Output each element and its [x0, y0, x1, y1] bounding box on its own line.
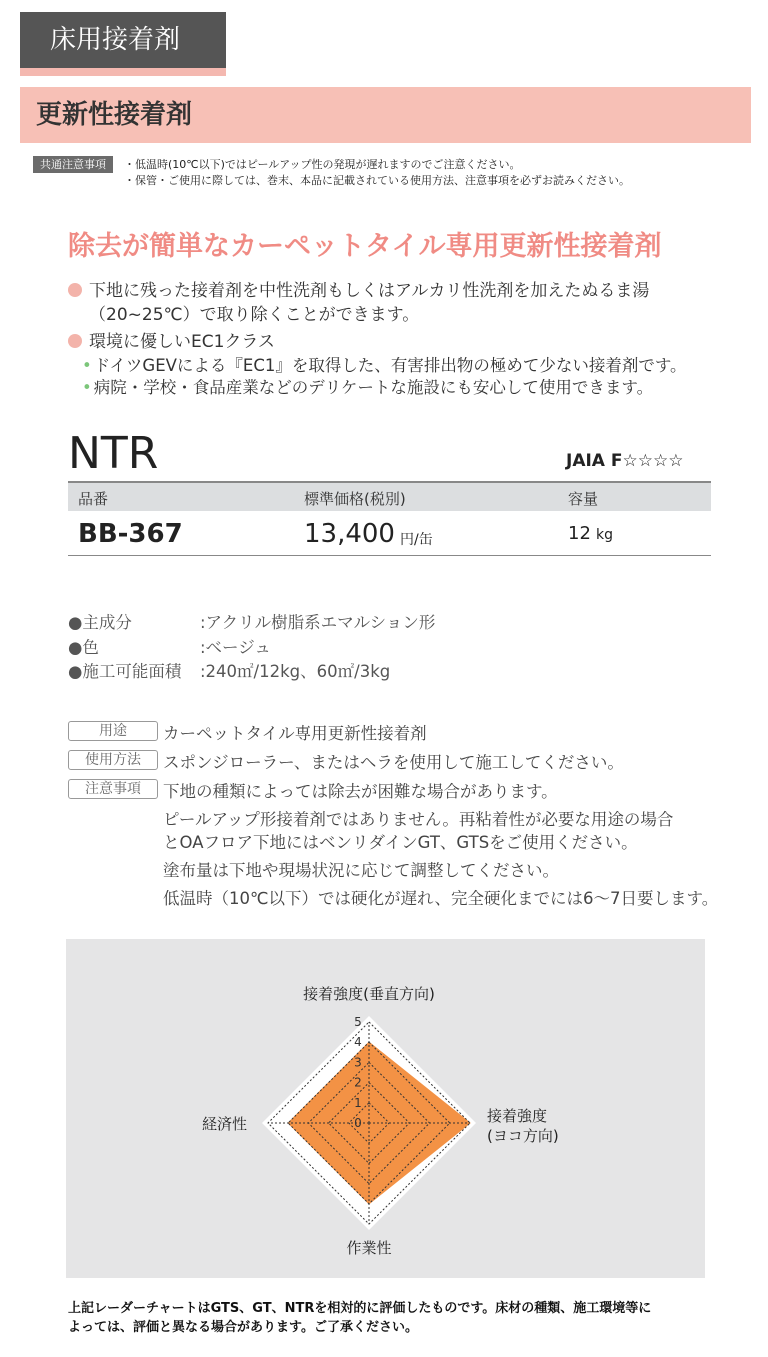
capacity-value: 12	[568, 523, 591, 544]
radar-chart-panel	[66, 939, 705, 1278]
spec-label: ●施工可能面積	[68, 662, 182, 681]
notice-line: ・保管・ご使用に際しては、巻末、本品に記載されている使用方法、注意事項を必ずお読みください。	[124, 174, 630, 187]
caution-line: ピールアップ形接着剤ではありません。再粘着性が必要な用途の場合	[163, 810, 674, 829]
bullet-dot-icon	[68, 334, 82, 348]
header-code: 品番	[78, 490, 109, 508]
header-capacity: 容量	[568, 490, 599, 508]
radar-chart	[66, 939, 705, 1278]
caution-line: 下地の種類によっては除去が困難な場合があります。	[163, 782, 558, 801]
radar-axis-label: 接着強度	[487, 1107, 548, 1125]
price-value: 13,400	[304, 519, 395, 549]
method-text: スポンジローラー、またはヘラを使用して施工してください。	[163, 753, 624, 772]
radar-axis-label: (ヨコ方向)	[487, 1127, 559, 1145]
radar-axis-label: 接着強度(垂直方向)	[303, 985, 435, 1003]
product-name: NTR	[68, 428, 159, 479]
bullet-dot-icon	[68, 283, 82, 297]
headline: 除去が簡単なカーペットタイル専用更新性接着剤	[68, 231, 662, 262]
jaia-rating: JAIA F☆☆☆☆	[566, 451, 684, 471]
caution-tag: 注意事項	[68, 779, 158, 799]
method-tag: 使用方法	[68, 750, 158, 770]
feature-sub-text: 病院・学校・食品産業などのデリケートな施設にも安心して使用できます。	[93, 378, 654, 397]
radar-tick-label: 5	[354, 1015, 362, 1029]
footer-note: 上記レーダーチャートはGTS、GT、NTRを相対的に評価したものです。床材の種類、施工環境等に	[68, 1301, 652, 1316]
spec-value: :ベージュ	[200, 638, 271, 657]
section-title: 更新性接着剤	[20, 87, 751, 143]
spec-label: ●主成分	[68, 613, 132, 632]
usage-tag: 用途	[68, 721, 158, 741]
header-price: 標準価格(税別)	[304, 490, 406, 508]
green-bullet-icon: •	[82, 356, 92, 375]
feature-sub-item	[82, 352, 687, 376]
footer-note: よっては、評価と異なる場合があります。ご了承ください。	[68, 1320, 418, 1335]
radar-axis-label: 作業性	[346, 1239, 392, 1257]
caution-line: 塗布量は下地や現場状況に応じて調整してください。	[163, 861, 559, 880]
radar-tick-label: 4	[354, 1035, 362, 1050]
usage-text: カーペットタイル専用更新性接着剤	[163, 724, 427, 743]
feature-item	[68, 276, 649, 301]
spec-value: :アクリル樹脂系エマルション形	[200, 613, 436, 632]
notice-line: ・低温時(10℃以下)ではピールアップ性の発現が遅れますのでご注意ください。	[124, 158, 521, 171]
feature-text: 下地に残った接着剤を中性洗剤もしくはアルカリ性洗剤を加えたぬるま湯	[89, 281, 650, 301]
feature-text-continued: （20~25℃）で取り除くことができます。	[89, 305, 420, 325]
spec-row	[68, 634, 271, 658]
product-code: BB-367	[78, 519, 183, 549]
price-unit: 円/缶	[400, 532, 433, 548]
spec-row	[68, 658, 390, 682]
feature-item	[68, 327, 275, 352]
product-table-header	[68, 481, 711, 511]
green-bullet-icon: •	[82, 378, 92, 397]
radar-tick-label: 0	[354, 1116, 362, 1130]
capacity-unit: kg	[596, 527, 613, 543]
caution-line: とOAフロア下地にはベンリダインGT、GTSをご使用ください。	[163, 833, 638, 852]
category-tab-underline	[20, 68, 226, 76]
spec-label: ●色	[68, 638, 99, 657]
spec-value: :240㎡/12kg、60㎡/3kg	[200, 662, 391, 681]
radar-tick-label: 1	[354, 1095, 362, 1110]
category-tab: 床用接着剤	[20, 12, 226, 68]
product-table-row	[68, 511, 711, 556]
caution-line: 低温時（10℃以下）では硬化が遅れ、完全硬化までには6〜7日要します。	[163, 889, 719, 908]
radar-tick-label: 2	[354, 1075, 362, 1090]
spec-row	[68, 609, 435, 633]
radar-tick-label: 3	[354, 1055, 362, 1070]
feature-text: 環境に優しいEC1クラス	[89, 332, 275, 352]
feature-sub-text: ドイツGEVによる『EC1』を取得した、有害排出物の極めて少ない接着剤です。	[93, 356, 687, 375]
feature-sub-item	[82, 374, 653, 398]
notice-label: 共通注意事項	[33, 156, 113, 173]
radar-axis-label: 経済性	[201, 1115, 247, 1133]
